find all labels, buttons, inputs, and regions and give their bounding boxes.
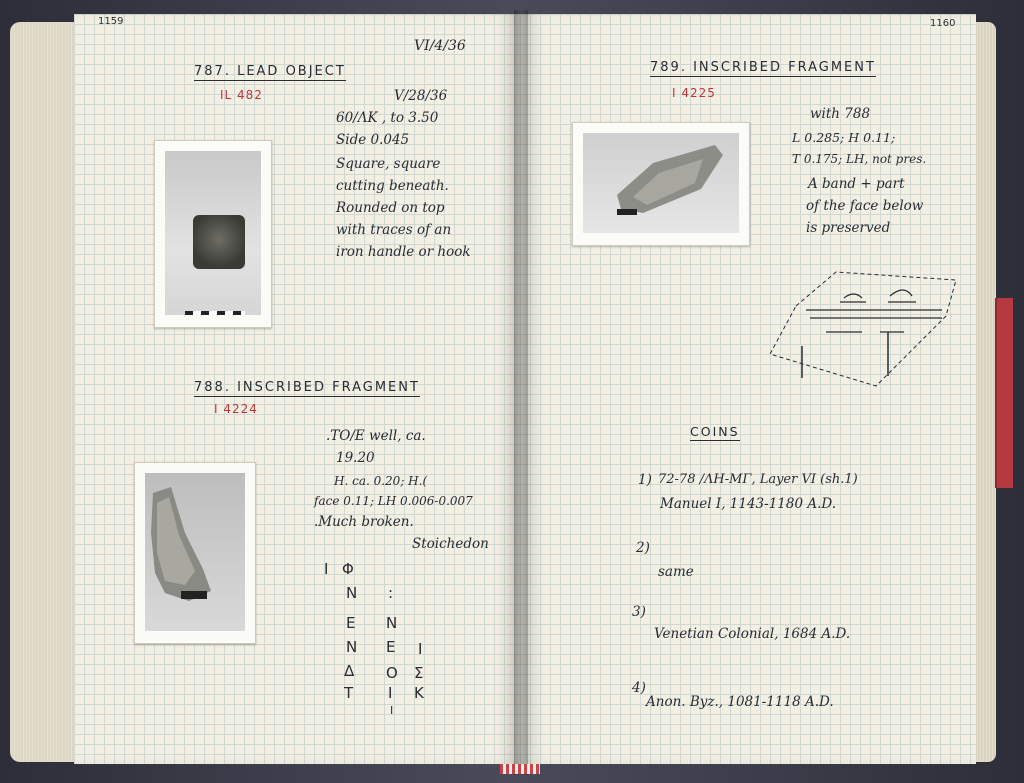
fragment-789-image: [583, 133, 739, 233]
entry-787-inventory: IL 482: [220, 88, 263, 102]
coin-number: 1): [638, 472, 652, 488]
entry-789-inventory: I 4225: [672, 86, 716, 100]
book-gutter: [514, 10, 528, 775]
note-line: with traces of an: [336, 222, 452, 238]
lead-object-image: [193, 215, 245, 269]
note-line: Square, square: [336, 156, 441, 172]
inscription-mark: I: [390, 704, 394, 717]
fragment-788-image: [145, 473, 245, 631]
note-line: Stoichedon: [412, 536, 489, 552]
note-line: H. ca. 0.20; H.(: [334, 474, 428, 488]
inscription-letter: Ο: [386, 664, 398, 682]
inscription-letter: Ν: [386, 614, 398, 632]
coin-description: 72-78 /ΛH-MΓ, Layer VI (sh.1): [658, 472, 858, 487]
photo-lead-object: [154, 140, 272, 328]
right-page: [520, 14, 976, 764]
coin-description: Anon. Byz., 1081-1118 A.D.: [646, 694, 834, 710]
fragment-sketch: [766, 266, 966, 396]
inscription-letter: T: [344, 684, 354, 702]
photo-inscribed-fragment-789: [572, 122, 750, 246]
note-line: cutting beneath.: [336, 178, 449, 194]
note-line: .Much broken.: [314, 514, 414, 530]
note-line: Rounded on top: [336, 200, 445, 216]
entry-787-heading: 787. LEAD OBJECT: [194, 64, 346, 79]
note-line: 19.20: [336, 450, 375, 466]
note-line: .TO/E well, ca.: [326, 428, 426, 444]
coin-description: Manuel I, 1143-1180 A.D.: [660, 496, 837, 512]
page-number-left: 1159: [98, 16, 124, 27]
entry-788-inventory: I 4224: [214, 402, 258, 416]
coin-number: 4): [632, 680, 646, 696]
binding-stitch: [500, 764, 540, 774]
inscription-letter: Ε: [386, 638, 396, 656]
note-line: with 788: [810, 106, 871, 122]
photo-inscribed-fragment-788: [134, 462, 256, 644]
note-line: V/28/36: [394, 88, 448, 104]
inscription-letter: N: [346, 584, 358, 602]
note-line: A band + part: [808, 176, 905, 192]
left-page: [74, 14, 520, 764]
coins-heading: COINS: [690, 424, 740, 439]
coin-description: same: [658, 564, 694, 580]
inscription-letter: Ι: [388, 684, 393, 702]
note-line: is preserved: [806, 220, 891, 236]
note-line: of the face below: [806, 198, 924, 214]
note-line: Side 0.045: [336, 132, 410, 148]
inscription-letter: Κ: [414, 684, 424, 702]
coin-number: 3): [632, 604, 646, 620]
note-line: face 0.11; LH 0.006-0.007: [314, 494, 473, 508]
coin-description: Venetian Colonial, 1684 A.D.: [654, 626, 851, 642]
inscription-letter: E: [346, 614, 356, 632]
note-line: T 0.175; LH, not pres.: [792, 152, 927, 166]
inscription-letter: N: [346, 638, 358, 656]
scale-bar: [185, 311, 245, 315]
page-number-right: 1160: [930, 18, 956, 29]
page-edges-left: [10, 22, 80, 762]
entry-788-heading: 788. INSCRIBED FRAGMENT: [194, 380, 420, 395]
entry-787-date: VI/4/36: [414, 38, 466, 54]
inscription-letter: Ι: [418, 640, 423, 658]
bookmark-ribbon: [995, 298, 1013, 488]
coin-number: 2): [636, 540, 650, 556]
inscription-letter: Σ: [414, 664, 424, 682]
inscription-letter: Φ: [342, 560, 354, 578]
note-line: 60/ΛK , to 3.50: [336, 110, 439, 126]
inscription-letter: Δ: [344, 662, 355, 680]
note-line: L 0.285; H 0.11;: [792, 130, 896, 145]
inscription-mark: I: [324, 560, 329, 578]
note-line: iron handle or hook: [336, 244, 471, 260]
inscription-letter: :: [388, 584, 394, 602]
entry-789-heading: 789. INSCRIBED FRAGMENT: [650, 60, 876, 75]
